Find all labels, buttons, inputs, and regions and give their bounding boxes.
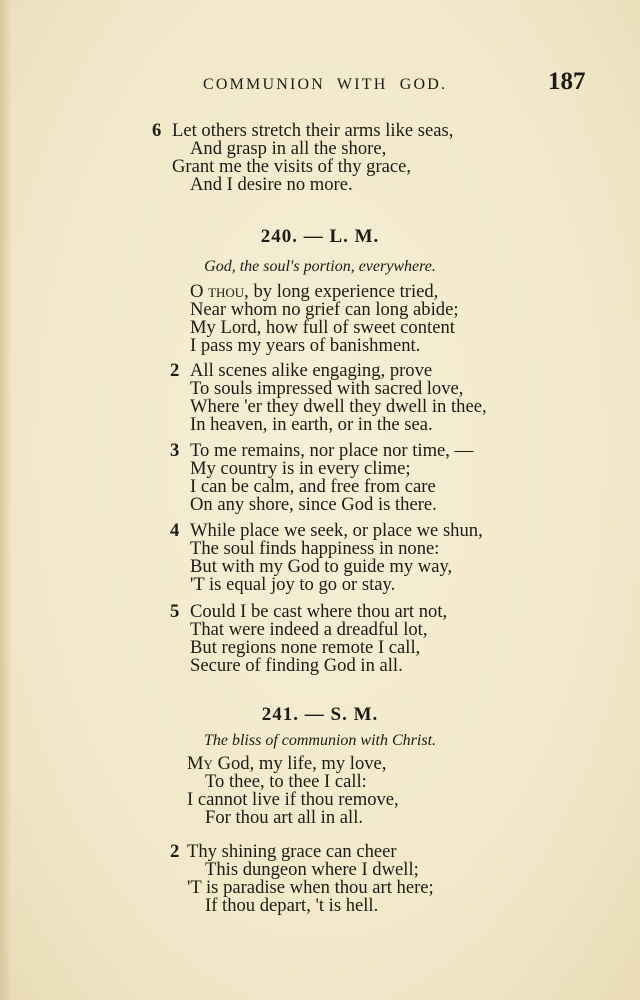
verse-line: To thee, to thee I call: (205, 771, 367, 792)
verse-line: My Lord, how full of sweet content (190, 317, 455, 338)
first-word: O thou, (190, 281, 249, 302)
verse-line: In heaven, in earth, or in the sea. (190, 414, 433, 435)
hymn-heading: 240. — L. M. (260, 226, 380, 247)
verse-line: I pass my years of banishment. (190, 335, 421, 356)
stanza-number: 3 (170, 440, 180, 461)
verse-line: That were indeed a dreadful lot, (190, 619, 428, 640)
hymn-subtitle: God, the soul's portion, everywhere. (204, 258, 436, 275)
verse-line: I can be calm, and free from care (190, 476, 436, 497)
verse-line: Near whom no grief can long abide; (190, 299, 459, 320)
verse-line: And grasp in all the shore, (190, 138, 387, 159)
first-word: My (187, 753, 213, 774)
verse-line: The soul finds happiness in none: (190, 538, 440, 559)
page-spine-shadow (0, 0, 12, 1000)
verse-line: Thy shining grace can cheer (187, 841, 397, 862)
verse-line: To me remains, nor place nor time, — (190, 440, 474, 461)
verse-line: But with my God to guide my way, (190, 556, 453, 577)
verse-line: Could I be cast where thou art not, (190, 601, 448, 622)
stanza-number: 4 (170, 520, 180, 541)
verse-line: 'T is equal joy to go or stay. (190, 574, 396, 595)
page-number: 187 (548, 68, 586, 95)
verse-line: Grant me the visits of thy grace, (172, 156, 412, 177)
verse-line: All scenes alike engaging, prove (190, 360, 433, 381)
verse-line: If thou depart, 't is hell. (205, 895, 379, 916)
verse-line: My country is in every clime; (190, 458, 411, 479)
verse-line: This dungeon where I dwell; (205, 859, 419, 880)
running-header (0, 68, 640, 102)
verse-line: To souls impressed with sacred love, (190, 378, 464, 399)
verse-line: Let others stretch their arms like seas, (172, 120, 454, 141)
stanza-number: 2 (170, 360, 180, 381)
stanza-number: 6 (152, 120, 162, 141)
stanza-number: 2 (170, 841, 180, 862)
verse-line: And I desire no more. (190, 174, 353, 195)
hymn-heading: 241. — S. M. (261, 704, 379, 725)
verse-line: On any shore, since God is there. (190, 494, 437, 515)
running-title: COMMUNION WITH GOD. (203, 76, 448, 93)
verse-line-rest: by long experience tried, (248, 281, 439, 302)
verse-line: Where 'er they dwell they dwell in thee, (190, 396, 487, 417)
stanza-number: 5 (170, 601, 180, 622)
verse-line: I cannot live if thou remove, (187, 789, 399, 810)
verse-line: Secure of finding God in all. (190, 655, 403, 676)
verse-line: 'T is paradise when thou art here; (187, 877, 434, 898)
verse-line: While place we seek, or place we shun, (190, 520, 483, 541)
hymn-subtitle: The bliss of communion with Christ. (203, 732, 437, 749)
verse-line: For thou art all in all. (205, 807, 364, 828)
verse-line: But regions none remote I call, (190, 637, 421, 658)
verse-line-rest: God, my life, my love, (212, 753, 387, 774)
